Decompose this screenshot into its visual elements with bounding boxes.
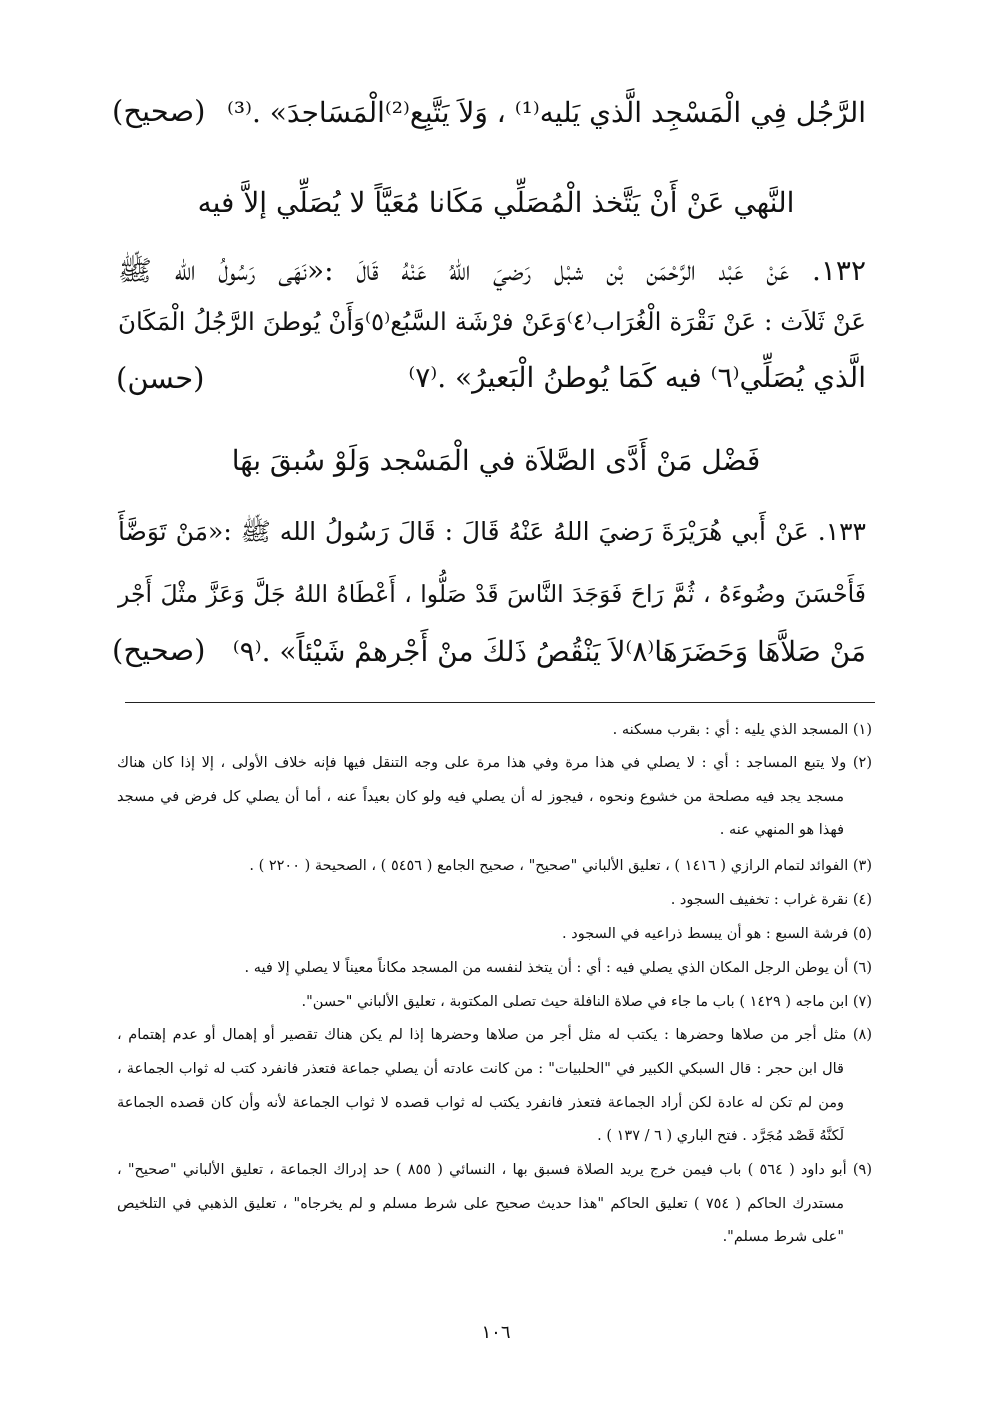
footnote-divider: [125, 702, 875, 703]
section-heading: النَّهي عَنْ أَنْ يَتَّخذ الْمُصَلِّي مَكَانا مُعَيَّاً لا يُصَلِّي إلاَّ فيه: [197, 186, 795, 219]
footnote: (٥) فرشة السبع : هو أن يبسط ذراعيه في السجود .: [562, 926, 872, 942]
footnote: (٩) أبو داود ( ٥٦٤ ) باب فيمن خرج يريد الصلاة فسبق بها ، النسائي ( ٨٥٥ ) حد إدراك الجماعة ، تعليق الألباني "صحيح" ،: [117, 1162, 872, 1178]
footnote: ومن لم تكن له عادة لكن أراد الجماعة فتعذر فانفرد يكتب له ثواب قصده لا ثواب الجماعة لأنه وأن كان قصده الجماعة: [117, 1095, 844, 1111]
footnote: (٣) الفوائد لتمام الرازي ( ١٤١٦ ) ، تعليق الألباني "صحيح" ، صحيح الجامع ( ٥٤٥٦ ) ، الصحيحة ( ٢٢٠٠ ) .: [249, 858, 872, 874]
hadith-133-line-3: مَنْ صَلاَّهَا وَحَضَرَهَا⁽٨⁾لاَ يَنْقُصُ ذَلكَ منْ أَجْرهمْ شَيْئاً» .⁽٩⁾: [232, 635, 866, 668]
hadith-133-line-1: ١٣٣. عَنْ أَبي هُرَيْرَةَ رَضيَ اللهُ عَنْهُ قَالَ : قَالَ رَسُولُ الله ﷺ :«مَنْ تَوَضَّأَ: [118, 517, 866, 546]
footnote: لَكنَّهُ قَصْد مُجَرَّد . فتح الباري ( ٦ / ١٣٧ ) .: [597, 1128, 844, 1144]
footnote: "على شرط مسلم".: [722, 1229, 844, 1245]
hadith-132-line-2: عَنْ ثَلاَث : عَنْ نَقْرَة الْغُرَاب⁽٤⁾وَعَنْ فرْشَة السَّبُع⁽٥⁾وَأَنْ يُوطنَ الرَّجُلُ الْمَكَانَ: [118, 307, 866, 336]
footnote: (٦) أن يوطن الرجل المكان الذي يصلي فيه : أي : أن يتخذ لنفسه من المسجد مكاناً معيناً لا يصلي إلا فيه .: [244, 960, 872, 976]
footnote: (٧) ابن ماجه ( ١٤٢٩ ) باب ما جاء في صلاة النافلة حيث تصلى المكتوبة ، تعليق الألباني "حسن".: [301, 994, 872, 1010]
section-heading: فَضْل مَنْ أَدَّى الصَّلاَة في الْمَسْجد وَلَوْ سُبقَ بهَا: [231, 444, 761, 477]
footnote: مسجد يجد فيه مصلحة من خشوع ونحوه ، فيجوز له أن يصلي فيه ولو كان بعيداً عنه ، أما أن يصلي كل فرض في مسجد: [117, 789, 844, 805]
footnote: (١) المسجد الذي يليه : أي : بقرب مسكنه .: [612, 722, 872, 738]
footnote: مستدرك الحاكم ( ٧٥٤ ) تعليق الحاكم "هذا حديث صحيح على شرط مسلم و لم يخرجاه" ، تعليق الذهبي في التلخيص: [117, 1196, 845, 1212]
hadith-133-line-2: فَأَحْسَنَ وضُوءَهُ ، ثُمَّ رَاحَ فَوَجَدَ النَّاسَ قَدْ صَلُّوا ، أَعْطَاهُ اللهُ جَلَّ وَعَزَّ مثْلَ أَجْر: [118, 580, 866, 608]
footnote: (٨) مثل أجر من صلاها وحضرها : يكتب له مثل أجر من صلاها وحضرها إذا لم يكن هناك تقصير أو إهمال أو عدم إهتمام ،: [117, 1027, 872, 1043]
hadith-132-line-3: الَّذي يُصَلِّي⁽٦⁾ فيه كَمَا يُوطنُ الْبَعيرُ» .⁽٧⁾: [408, 361, 866, 394]
footnote: قال ابن حجر : قال السبكي الكبير في "الحلبيات" : من كانت عادته أن يصلي جماعة فتعذر فانفرد كتب له ثواب الجماعة ،: [117, 1061, 844, 1077]
text-line: الرَّجُل فِي الْمَسْجِد الَّذي يَليه⁽¹⁾ ، وَلاَ يَتَّبِع⁽²⁾الْمَسَاجدَ» .⁽³⁾: [226, 96, 866, 129]
hadith-grade: (صحيح): [112, 94, 206, 128]
footnote: فهذا هو المنهي عنه .: [719, 822, 844, 838]
footnote: (٢) ولا يتبع المساجد : أي : لا يصلي في هذا مرة وفي هذا مرة على وجه التنقل فيها فإنه خلاف الأولى ، إلا إذا كان هناك: [117, 755, 872, 771]
footnote: (٤) نقرة غراب : تخفيف السجود .: [670, 892, 872, 908]
hadith-132-line-1: ١٣٢. عَنْ عَبْد الرَّحْمَن بْن شبْل رَضيَ اللهُ عَنْهُ قَالَ :«نَهَى رَسُولُ الله ﷺ: [118, 254, 866, 287]
page-number: ١٠٦: [481, 1322, 511, 1343]
hadith-grade: (صحيح): [112, 633, 206, 667]
hadith-grade: (حسن): [116, 361, 205, 395]
